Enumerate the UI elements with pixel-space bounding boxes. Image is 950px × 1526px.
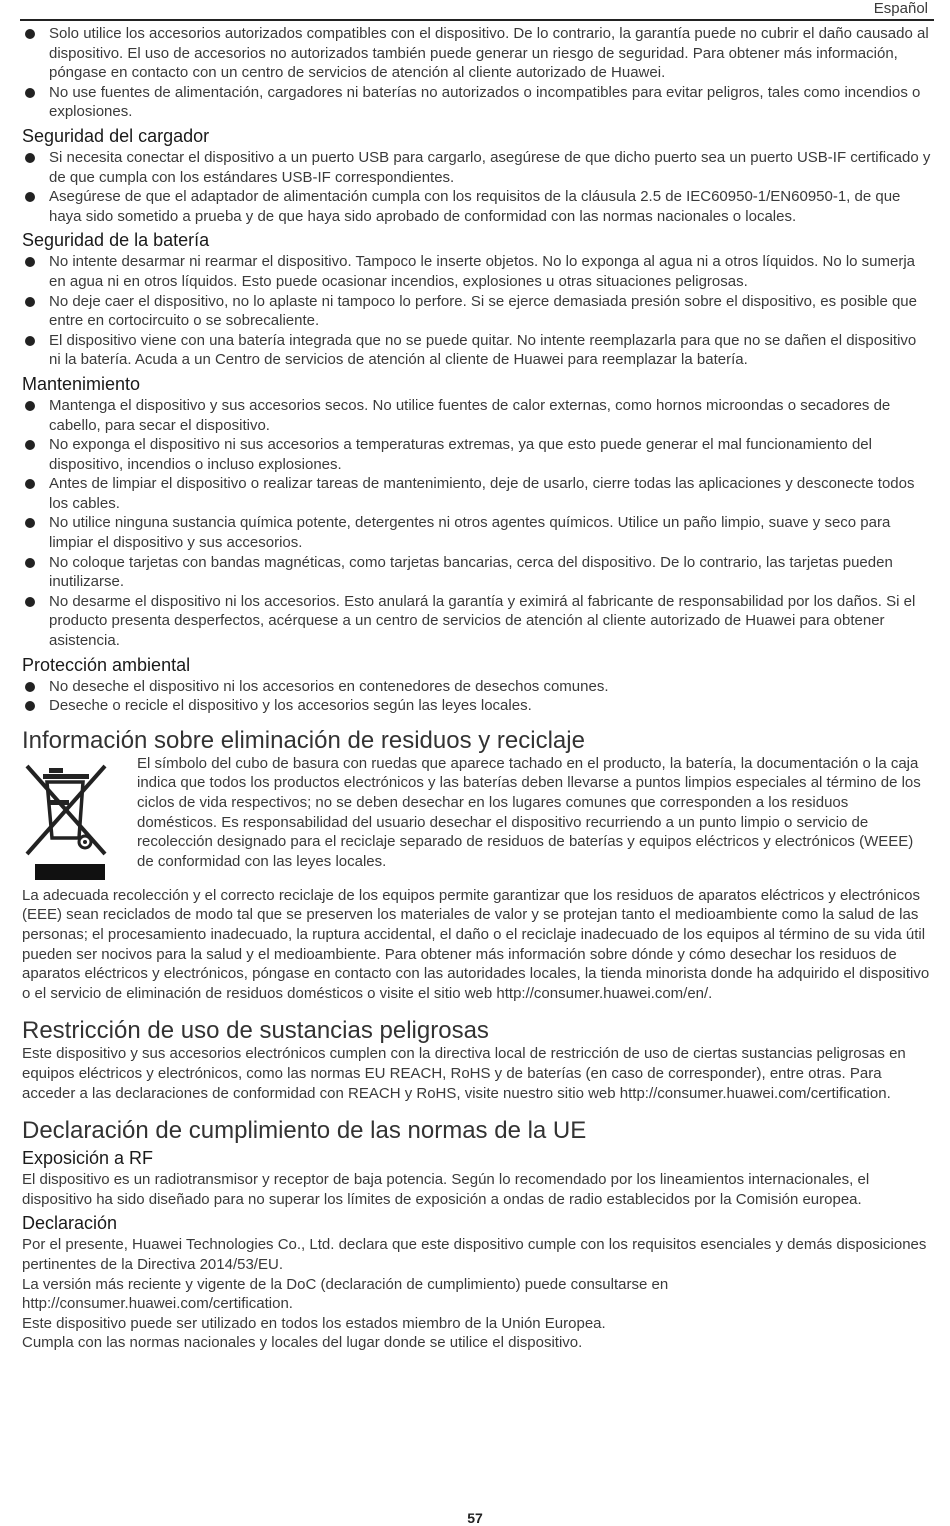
section-heading-environment: Protección ambiental (22, 654, 191, 675)
section-heading-rf: Exposición a RF (22, 1148, 154, 1169)
header-language: Español (873, 0, 928, 17)
list-item: Deseche o recicle el dispositivo y los accesorios según las leyes locales. (22, 696, 932, 716)
charger-bullet-list (22, 148, 932, 226)
declaration-line: La versión más reciente y vigente de la DoC (declaración de cumplimiento) puede consultarse en http://consumer.huawei.com/certification. (22, 1275, 669, 1313)
declaration-line: Este dispositivo puede ser utilizado en todos los estados miembro de la Unión Europea. (22, 1314, 606, 1332)
page-content (22, 24, 932, 1353)
header-rule (20, 19, 934, 21)
list-item: No intente desarmar ni rearmar el dispositivo. Tampoco le inserte objetos. No lo exponga al agua ni a otros líquidos. No lo sumerja en agua ni en otros líquidos. Esto puede ocasionar incendios, explosiones u otras situaciones peligrosas. (22, 252, 932, 291)
list-item: No exponga el dispositivo ni sus accesorios a temperaturas extremas, ya que esto puede generar el mal funcionamiento del dispositivo, incendios o incluso explosiones. (22, 435, 932, 474)
crossed-out-wheelie-bin-icon (25, 760, 107, 882)
list-item: No use fuentes de alimentación, cargadores ni baterías no autorizados o incompatibles para evitar peligros, tales como incendios o explosiones. (22, 83, 932, 122)
section-heading-eu: Declaración de cumplimiento de las normas de la UE (22, 1117, 587, 1145)
environment-bullet-list (22, 677, 932, 716)
hazardous-paragraph: Este dispositivo y sus accesorios electrónicos cumplen con la directiva local de restricción de uso de ciertas sustancias peligrosas en equipos eléctricos y electrónicos, como las normas EU REACH, RoHS y de baterías (en caso de corresponder), entre otras. Para acceder a las declaraciones de conformidad con REACH y RoHS, visite nuestro sitio web http://consumer.huawei.com/certification. (22, 1045, 906, 1102)
list-item: No deseche el dispositivo ni los accesorios en contenedores de desechos comunes. (22, 677, 932, 697)
list-item: No coloque tarjetas con bandas magnéticas, como tarjetas bancarias, cerca del dispositivo. De lo contrario, las tarjetas pueden inutilizarse. (22, 553, 932, 592)
maintenance-bullet-list (22, 396, 932, 651)
weee-description: El símbolo del cubo de basura con ruedas que aparece tachado en el producto, la batería, la documentación o la caja indica que todos los productos electrónicos y las baterías deben llevarse a puntos limpios especiales al término de los ciclos de vida respectivos; no se deben desechar en los lugares comunes que corresponden a los residuos domésticos. Es responsabilidad del usuario desechar el dispositivo recurriendo a un punto limpio o servicio de recolección designado para el reciclaje separado de residuos de baterías y equipos eléctricos y electrónicos (WEEE) de conformidad con las leyes locales. (137, 754, 921, 870)
list-item: Si necesita conectar el dispositivo a un puerto USB para cargarlo, asegúrese de que dicho puerto sea un puerto USB-IF certificado y de que cumpla con los estándares USB-IF correspondientes. (22, 148, 932, 187)
list-item: Asegúrese de que el adaptador de alimentación cumpla con los requisitos de la cláusula 2.5 de IEC60950-1/EN60950-1, de que haya sido sometido a prueba y de que haya sido aprobado de conformidad con las normas nacionales o locales. (22, 187, 932, 226)
weee-block (22, 754, 932, 886)
declaration-line: Por el presente, Huawei Technologies Co., Ltd. declara que este dispositivo cumple con los requisitos esenciales y demás disposiciones pertinentes de la Directiva 2014/53/EU. (22, 1236, 927, 1273)
list-item: Antes de limpiar el dispositivo o realizar tareas de mantenimiento, deje de usarlo, cierre todas las aplicaciones y desconecte todos los cables. (22, 474, 932, 513)
rf-paragraph: El dispositivo es un radiotransmisor y receptor de baja potencia. Según lo recomendado por los lineamientos internacionales, el dispositivo ha sido diseñado para no superar los límites de exposición a ondas de radio establecidos por la Comisión europea. (22, 1171, 870, 1208)
list-item: No deje caer el dispositivo, no lo aplaste ni tampoco lo perfore. Si se ejerce demasiada presión sobre el dispositivo, es posible que entre en cortocircuito o se sobrecaliente. (22, 292, 932, 331)
list-item: El dispositivo viene con una batería integrada que no se puede quitar. No intente reemplazarla para que no se dañen el dispositivo ni la batería. Acuda a un Centro de servicios de atención al cliente de Huawei para reemplazar la batería. (22, 331, 932, 370)
battery-bullet-list (22, 252, 932, 370)
list-item: No utilice ninguna sustancia química potente, detergentes ni otros agentes químicos. Utilice un paño limpio, suave y seco para limpiar el dispositivo y sus accesorios. (22, 513, 932, 552)
intro-bullet-list (22, 24, 932, 122)
declaration-line: Cumpla con las normas nacionales y locales del lugar donde se utilice el dispositivo. (22, 1334, 583, 1352)
page-number: 57 (467, 1510, 483, 1526)
section-heading-hazardous: Restricción de uso de sustancias peligrosas (22, 1017, 489, 1045)
list-item: Solo utilice los accesorios autorizados compatibles con el dispositivo. De lo contrario, la garantía puede no cubrir el daño causado al dispositivo. El uso de accesorios no autorizados también puede generar un riesgo de seguridad. Para obtener más información, póngase en contacto con un centro de servicios de atención al cliente autorizado de Huawei. (22, 24, 932, 83)
list-item: No desarme el dispositivo ni los accesorios. Esto anulará la garantía y eximirá al fabricante de responsabilidad por los daños. Si el producto presenta desperfectos, acérquese a un centro de servicios de atención al cliente autorizado de Huawei para obtener asistencia. (22, 592, 932, 651)
section-heading-disposal: Información sobre eliminación de residuos y reciclaje (22, 726, 585, 754)
section-heading-maintenance: Mantenimiento (22, 373, 141, 394)
list-item: Mantenga el dispositivo y sus accesorios secos. No utilice fuentes de calor externas, como hornos microondas o secadores de cabello, para secar el dispositivo. (22, 396, 932, 435)
section-heading-charger: Seguridad del cargador (22, 125, 210, 146)
section-heading-declaration: Declaración (22, 1213, 118, 1234)
section-heading-battery: Seguridad de la batería (22, 230, 210, 251)
disposal-paragraph: La adecuada recolección y el correcto reciclaje de los equipos permite garantizar que los residuos de aparatos eléctricos y electrónicos (EEE) sean reciclados de modo tal que se preserven los materiales de valor y se protejan tanto el medioambiente como la salud de las personas; el procesamiento inadecuado, la ruptura accidental, el daño o el reciclaje inadecuado de los equipos al término de su vida útil pueden ser nocivos para la salud y el medioambiente. Para obtener más información sobre dónde y cómo desechar los residuos de aparatos eléctricos y electrónicos, póngase en contacto con las autoridades locales, la tienda minorista donde ha adquirido el dispositivo o el servicio de eliminación de residuos domésticos o visite el sitio web http://consumer.huawei.com/en/. (22, 886, 930, 1002)
